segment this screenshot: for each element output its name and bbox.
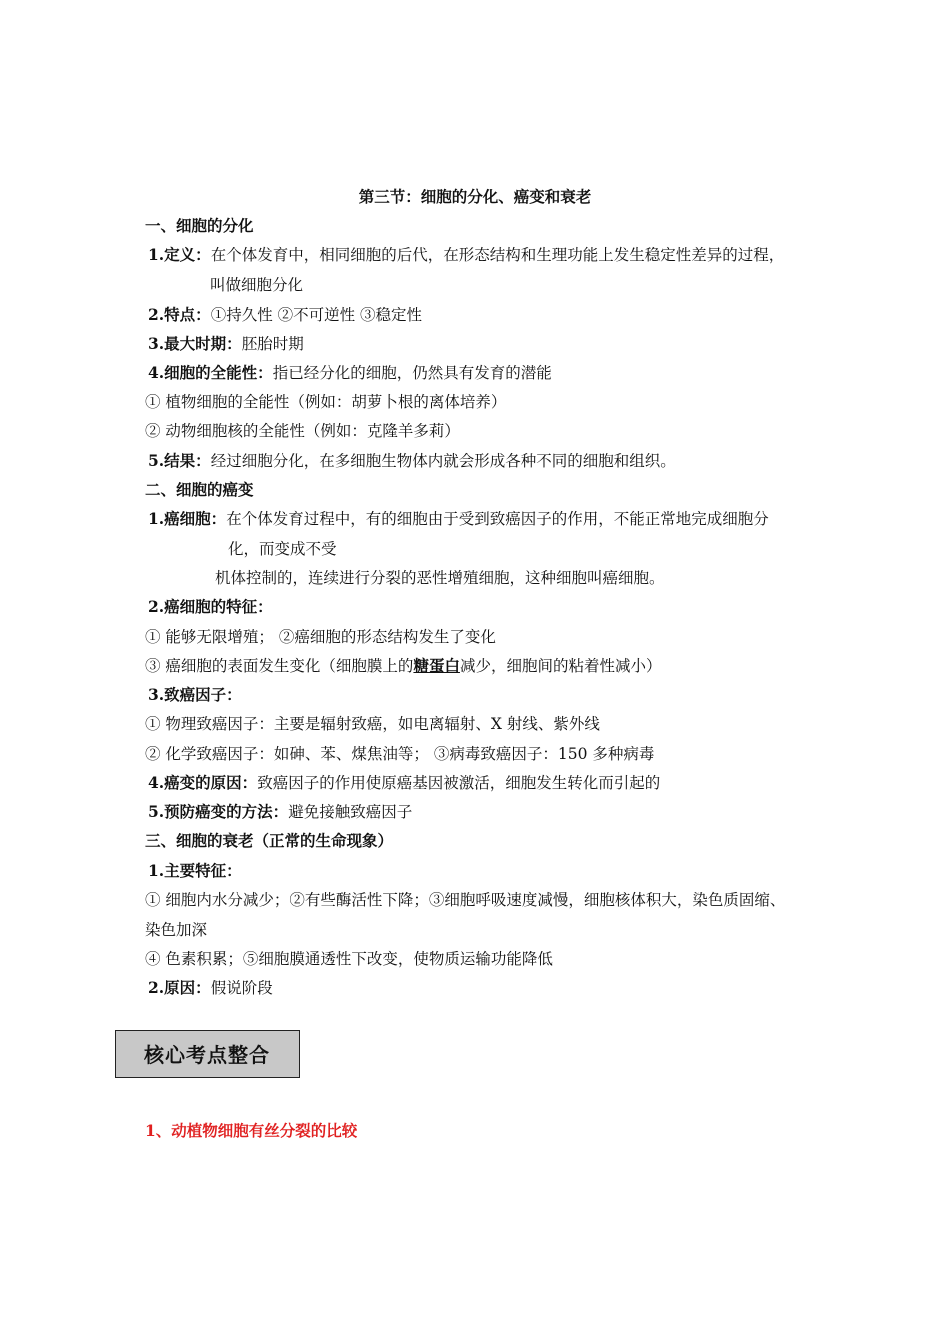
totipotency-item-2: ② 动物细胞核的全能性（例如：克隆羊多莉） (145, 422, 460, 440)
cancer-feature-1: ① 能够无限增殖； ②癌细胞的形态结构发生了变化 (145, 628, 496, 646)
definition-text: 在个体发育中，相同细胞的后代，在形态结构和生理功能上发生稳定性差异的过程， (210, 246, 785, 264)
core-points-box (115, 1030, 300, 1078)
prevention-label: 5.预防癌变的方法： (148, 802, 289, 821)
aging-cause-line (148, 978, 273, 998)
aging-features-label: 1.主要特征： (148, 861, 242, 880)
section-1-heading: 一、细胞的分化 (145, 216, 254, 235)
result-line (148, 451, 676, 471)
max-period-line (148, 334, 304, 354)
max-period-text: 胚胎时期 (241, 335, 304, 353)
result-label: 5.结果： (148, 451, 211, 470)
carcinogen-item-2: ② 化学致癌因子：如砷、苯、煤焦油等； ③病毒致癌因子：150 多种病毒 (145, 745, 655, 763)
aging-cause-text: 假说阶段 (210, 979, 273, 997)
cancer-reason-line (148, 773, 660, 793)
aging-feature-1: ① 细胞内水分减少；②有些酶活性下降；③细胞呼吸速度减慢，细胞核体积大，染色质固缩、 (145, 891, 786, 909)
result-text: 经过细胞分化，在多细胞生物体内就会形成各种不同的细胞和组织。 (210, 452, 676, 470)
features-text: ①持久性 ②不可逆性 ③稳定性 (210, 306, 423, 324)
cancer-reason-text: 致癌因子的作用使原癌基因被激活，细胞发生转化而引起的 (257, 774, 661, 792)
cancer-cell-line (148, 509, 769, 529)
cancer-cell-continuation-2: 机体控制的，连续进行分裂的恶性增殖细胞，这种细胞叫癌细胞。 (215, 569, 665, 587)
definition-label: 1.定义： (148, 245, 211, 264)
cancer-feature-3-start: ③ 癌细胞的表面发生变化（细胞膜上的 (145, 657, 414, 675)
features-line (148, 305, 422, 325)
totipotency-label: 4.细胞的全能性： (148, 363, 273, 382)
cancer-cell-label: 1.癌细胞： (148, 509, 227, 528)
prevention-text: 避免接触致癌因子 (288, 803, 413, 821)
comparison-heading: 1、动植物细胞有丝分裂的比较 (145, 1121, 358, 1140)
aging-feature-4: ④ 色素积累；⑤细胞膜通透性下改变，使物质运输功能降低 (145, 950, 553, 968)
cancer-feature-3-end: 减少，细胞间的粘着性减小） (459, 657, 662, 675)
features-label: 2.特点： (148, 305, 211, 324)
carcinogen-label: 3.致癌因子： (148, 685, 242, 704)
cancer-feature-3 (145, 656, 661, 676)
page-title: 第三节：细胞的分化、癌变和衰老 (358, 187, 592, 206)
totipotency-line (148, 363, 552, 383)
aging-feature-1-continuation: 染色加深 (145, 921, 208, 939)
carcinogen-item-1: ① 物理致癌因子：主要是辐射致癌，如电离辐射、X 射线、紫外线 (145, 715, 600, 733)
totipotency-item-1: ① 植物细胞的全能性（例如：胡萝卜根的离体培养） (145, 393, 507, 411)
max-period-label: 3.最大时期： (148, 334, 242, 353)
cancer-reason-label: 4.癌变的原因： (148, 773, 258, 792)
section-3-heading: 三、细胞的衰老（正常的生命现象） (145, 831, 394, 850)
definition-line (148, 245, 784, 265)
core-points-label: 核心考点整合 (144, 1043, 270, 1067)
definition-continuation: 叫做细胞分化 (210, 276, 304, 294)
glycoprotein-term: 糖蛋白 (413, 656, 460, 675)
section-2-heading: 二、细胞的癌变 (145, 480, 254, 499)
aging-cause-label: 2.原因： (148, 978, 211, 997)
prevention-line (148, 802, 412, 822)
cancer-features-label: 2.癌细胞的特征： (148, 597, 273, 616)
cancer-cell-continuation-1: 化，而变成不受 (228, 540, 337, 558)
cancer-cell-text: 在个体发育过程中，有的细胞由于受到致癌因子的作用，不能正常地完成细胞分 (226, 510, 769, 528)
totipotency-text: 指已经分化的细胞，仍然具有发育的潜能 (272, 364, 552, 382)
